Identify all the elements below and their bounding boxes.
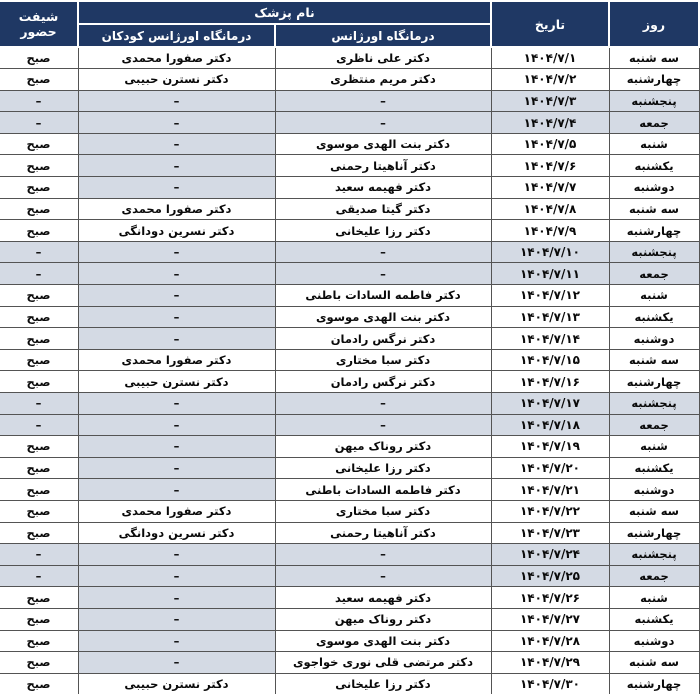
shift-cell: صبح	[0, 177, 78, 199]
date-cell: ۱۴۰۴/۷/۲۶	[491, 587, 609, 609]
day-cell: چهارشنبه	[609, 673, 699, 694]
emergency-doctor-cell: دکتر نرگس رادمان	[275, 371, 491, 393]
children-doctor-cell: دکتر صفورا محمدی	[78, 500, 275, 522]
table-row	[0, 630, 699, 652]
day-cell: یکشنبه	[609, 608, 699, 630]
day-cell: جمعه	[609, 565, 699, 587]
header-doctor-name: نام پزشک	[78, 1, 491, 24]
children-doctor-cell: –	[78, 436, 275, 458]
date-cell: ۱۴۰۴/۷/۱۷	[491, 393, 609, 415]
table-row	[0, 393, 699, 415]
children-doctor-cell: –	[78, 90, 275, 112]
day-cell: سه شنبه	[609, 349, 699, 371]
shift-cell: صبح	[0, 457, 78, 479]
children-doctor-cell: دکتر نسترن حبیبی	[78, 371, 275, 393]
children-doctor-cell: –	[78, 608, 275, 630]
children-doctor-cell: دکتر نسرین دودانگی	[78, 220, 275, 242]
emergency-doctor-cell: دکتر رزا علیخانی	[275, 220, 491, 242]
shift-cell: صبح	[0, 306, 78, 328]
children-doctor-cell: –	[78, 328, 275, 350]
table-row	[0, 69, 699, 91]
table-row	[0, 177, 699, 199]
emergency-doctor-cell: دکتر روناک میهن	[275, 436, 491, 458]
table-row	[0, 479, 699, 501]
shift-cell: –	[0, 241, 78, 263]
children-doctor-cell: –	[78, 306, 275, 328]
date-cell: ۱۴۰۴/۷/۱	[491, 47, 609, 69]
day-cell: پنجشنبه	[609, 544, 699, 566]
date-cell: ۱۴۰۴/۷/۱۴	[491, 328, 609, 350]
date-cell: ۱۴۰۴/۷/۱۸	[491, 414, 609, 436]
day-cell: چهارشنبه	[609, 69, 699, 91]
emergency-doctor-cell: دکتر روناک میهن	[275, 608, 491, 630]
header-date: تاریخ	[491, 1, 609, 47]
table-row	[0, 587, 699, 609]
children-doctor-cell: دکتر نسترن حبیبی	[78, 69, 275, 91]
shift-cell: صبح	[0, 522, 78, 544]
day-cell: جمعه	[609, 112, 699, 134]
children-doctor-cell: –	[78, 565, 275, 587]
shift-cell: صبح	[0, 285, 78, 307]
table-row	[0, 371, 699, 393]
date-cell: ۱۴۰۴/۷/۵	[491, 133, 609, 155]
children-doctor-cell: –	[78, 133, 275, 155]
day-cell: شنبه	[609, 436, 699, 458]
day-cell: چهارشنبه	[609, 522, 699, 544]
shift-cell: صبح	[0, 371, 78, 393]
shift-cell: صبح	[0, 328, 78, 350]
table-row	[0, 436, 699, 458]
emergency-doctor-cell: دکتر رزا علیخانی	[275, 673, 491, 694]
children-doctor-cell: دکتر صفورا محمدی	[78, 349, 275, 371]
day-cell: دوشنبه	[609, 177, 699, 199]
date-cell: ۱۴۰۴/۷/۶	[491, 155, 609, 177]
emergency-doctor-cell: –	[275, 241, 491, 263]
emergency-doctor-cell: دکتر بنت الهدی موسوی	[275, 630, 491, 652]
shift-cell: صبح	[0, 608, 78, 630]
date-cell: ۱۴۰۴/۷/۴	[491, 112, 609, 134]
children-doctor-cell: –	[78, 630, 275, 652]
header-day: روز	[609, 1, 699, 47]
day-cell: سه شنبه	[609, 652, 699, 674]
table-row	[0, 500, 699, 522]
shift-cell: –	[0, 263, 78, 285]
table-row	[0, 349, 699, 371]
emergency-doctor-cell: دکتر سبا مختاری	[275, 349, 491, 371]
table-row	[0, 263, 699, 285]
shift-cell: –	[0, 90, 78, 112]
table-row	[0, 608, 699, 630]
emergency-doctor-cell: –	[275, 565, 491, 587]
day-cell: جمعه	[609, 414, 699, 436]
emergency-doctor-cell: دکتر بنت الهدی موسوی	[275, 133, 491, 155]
emergency-doctor-cell: –	[275, 90, 491, 112]
table-row	[0, 306, 699, 328]
emergency-doctor-cell: دکتر آناهیتا رحمنی	[275, 522, 491, 544]
table-row	[0, 673, 699, 694]
children-doctor-cell: دکتر نسترن حبیبی	[78, 673, 275, 694]
date-cell: ۱۴۰۴/۷/۱۳	[491, 306, 609, 328]
shift-cell: صبح	[0, 479, 78, 501]
day-cell: پنجشنبه	[609, 393, 699, 415]
emergency-doctor-cell: –	[275, 544, 491, 566]
day-cell: شنبه	[609, 133, 699, 155]
date-cell: ۱۴۰۴/۷/۲۲	[491, 500, 609, 522]
emergency-doctor-cell: دکتر فاطمه السادات باطنی	[275, 285, 491, 307]
table-row	[0, 90, 699, 112]
date-cell: ۱۴۰۴/۷/۲۵	[491, 565, 609, 587]
day-cell: جمعه	[609, 263, 699, 285]
day-cell: دوشنبه	[609, 479, 699, 501]
date-cell: ۱۴۰۴/۷/۲۱	[491, 479, 609, 501]
children-doctor-cell: –	[78, 112, 275, 134]
children-doctor-cell: –	[78, 263, 275, 285]
table-row	[0, 328, 699, 350]
shift-cell: صبح	[0, 587, 78, 609]
day-cell: یکشنبه	[609, 306, 699, 328]
shift-cell: –	[0, 544, 78, 566]
date-cell: ۱۴۰۴/۷/۱۲	[491, 285, 609, 307]
day-cell: یکشنبه	[609, 155, 699, 177]
date-cell: ۱۴۰۴/۷/۲۸	[491, 630, 609, 652]
table-row	[0, 544, 699, 566]
table-header	[0, 1, 699, 47]
emergency-doctor-cell: دکتر رزا علیخانی	[275, 457, 491, 479]
emergency-doctor-cell: دکتر بنت الهدی موسوی	[275, 306, 491, 328]
emergency-doctor-cell: –	[275, 414, 491, 436]
shift-cell: –	[0, 393, 78, 415]
emergency-doctor-cell: –	[275, 393, 491, 415]
shift-cell: صبح	[0, 652, 78, 674]
date-cell: ۱۴۰۴/۷/۲۳	[491, 522, 609, 544]
emergency-doctor-cell: دکتر گیتا صدیقی	[275, 198, 491, 220]
shift-cell: صبح	[0, 133, 78, 155]
shift-cell: صبح	[0, 198, 78, 220]
children-doctor-cell: –	[78, 393, 275, 415]
table-row	[0, 414, 699, 436]
date-cell: ۱۴۰۴/۷/۳	[491, 90, 609, 112]
children-doctor-cell: –	[78, 544, 275, 566]
shift-cell: صبح	[0, 47, 78, 69]
emergency-doctor-cell: دکتر مریم منتظری	[275, 69, 491, 91]
day-cell: دوشنبه	[609, 328, 699, 350]
emergency-doctor-cell: –	[275, 112, 491, 134]
table-row	[0, 522, 699, 544]
day-cell: شنبه	[609, 285, 699, 307]
emergency-doctor-cell: دکتر فاطمه السادات باطنی	[275, 479, 491, 501]
date-cell: ۱۴۰۴/۷/۱۱	[491, 263, 609, 285]
date-cell: ۱۴۰۴/۷/۲۴	[491, 544, 609, 566]
emergency-doctor-cell: دکتر مرتضی قلی نوری خواجوی	[275, 652, 491, 674]
children-doctor-cell: –	[78, 479, 275, 501]
day-cell: پنجشنبه	[609, 90, 699, 112]
day-cell: چهارشنبه	[609, 220, 699, 242]
children-doctor-cell: –	[78, 414, 275, 436]
table-row	[0, 198, 699, 220]
date-cell: ۱۴۰۴/۷/۱۰	[491, 241, 609, 263]
emergency-doctor-cell: –	[275, 263, 491, 285]
children-doctor-cell: دکتر صفورا محمدی	[78, 198, 275, 220]
shift-cell: –	[0, 565, 78, 587]
table-row	[0, 112, 699, 134]
shift-cell: صبح	[0, 220, 78, 242]
header-children-emergency-clinic: درمانگاه اورژانس کودکان	[78, 24, 275, 47]
date-cell: ۱۴۰۴/۷/۱۹	[491, 436, 609, 458]
table-row	[0, 155, 699, 177]
emergency-doctor-cell: دکتر سبا مختاری	[275, 500, 491, 522]
schedule-body	[0, 47, 699, 694]
shift-cell: صبح	[0, 349, 78, 371]
date-cell: ۱۴۰۴/۷/۲۹	[491, 652, 609, 674]
day-cell: سه شنبه	[609, 47, 699, 69]
children-doctor-cell: –	[78, 241, 275, 263]
date-cell: ۱۴۰۴/۷/۱۵	[491, 349, 609, 371]
children-doctor-cell: دکتر صفورا محمدی	[78, 47, 275, 69]
children-doctor-cell: دکتر نسرین دودانگی	[78, 522, 275, 544]
emergency-doctor-cell: دکتر علی ناظری	[275, 47, 491, 69]
children-doctor-cell: –	[78, 177, 275, 199]
children-doctor-cell: –	[78, 155, 275, 177]
date-cell: ۱۴۰۴/۷/۳۰	[491, 673, 609, 694]
emergency-doctor-cell: دکتر نرگس رادمان	[275, 328, 491, 350]
shift-cell: –	[0, 112, 78, 134]
emergency-doctor-cell: دکتر آناهیتا رحمنی	[275, 155, 491, 177]
table-row	[0, 47, 699, 69]
emergency-doctor-cell: دکتر فهیمه سعید	[275, 177, 491, 199]
shift-cell: صبح	[0, 500, 78, 522]
table-row	[0, 457, 699, 479]
date-cell: ۱۴۰۴/۷/۸	[491, 198, 609, 220]
children-doctor-cell: –	[78, 587, 275, 609]
table-row	[0, 133, 699, 155]
emergency-doctor-cell: دکتر فهیمه سعید	[275, 587, 491, 609]
table-row	[0, 285, 699, 307]
table-row	[0, 241, 699, 263]
day-cell: سه شنبه	[609, 500, 699, 522]
day-cell: شنبه	[609, 587, 699, 609]
date-cell: ۱۴۰۴/۷/۹	[491, 220, 609, 242]
date-cell: ۱۴۰۴/۷/۱۶	[491, 371, 609, 393]
day-cell: چهارشنبه	[609, 371, 699, 393]
date-cell: ۱۴۰۴/۷/۲	[491, 69, 609, 91]
day-cell: پنجشنبه	[609, 241, 699, 263]
date-cell: ۱۴۰۴/۷/۲۰	[491, 457, 609, 479]
shift-cell: صبح	[0, 155, 78, 177]
shift-cell: صبح	[0, 69, 78, 91]
children-doctor-cell: –	[78, 457, 275, 479]
table-row	[0, 220, 699, 242]
shift-cell: صبح	[0, 436, 78, 458]
table-row	[0, 652, 699, 674]
header-shift: شیفت حضور	[0, 1, 78, 47]
table-row	[0, 565, 699, 587]
shift-cell: صبح	[0, 673, 78, 694]
day-cell: یکشنبه	[609, 457, 699, 479]
header-emergency-clinic: درمانگاه اورژانس	[275, 24, 491, 47]
children-doctor-cell: –	[78, 652, 275, 674]
children-doctor-cell: –	[78, 285, 275, 307]
date-cell: ۱۴۰۴/۷/۷	[491, 177, 609, 199]
day-cell: سه شنبه	[609, 198, 699, 220]
day-cell: دوشنبه	[609, 630, 699, 652]
shift-cell: صبح	[0, 630, 78, 652]
date-cell: ۱۴۰۴/۷/۲۷	[491, 608, 609, 630]
shift-cell: –	[0, 414, 78, 436]
